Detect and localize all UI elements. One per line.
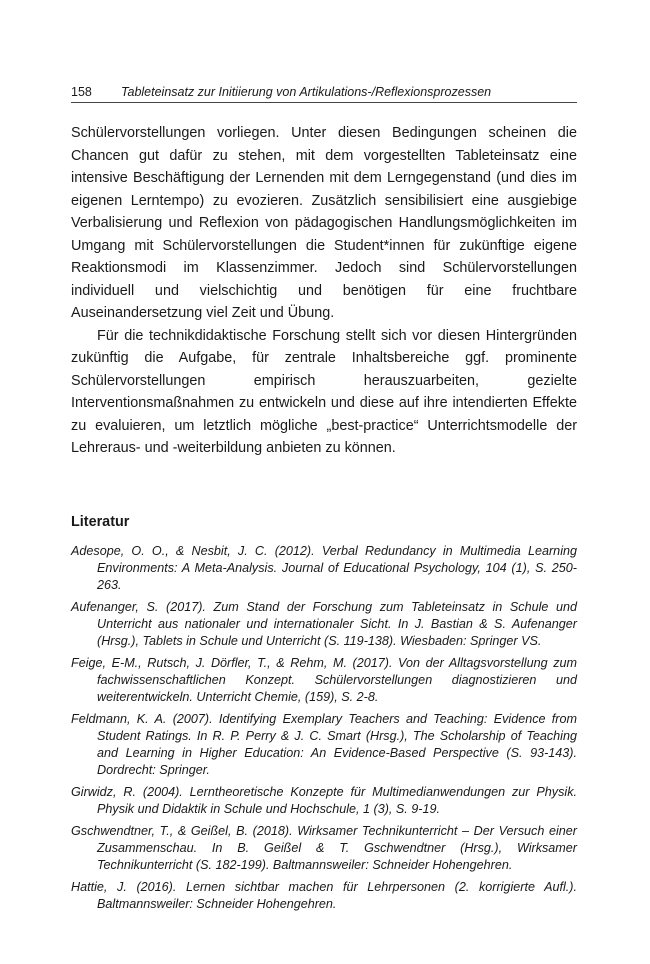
literature-heading: Literatur (71, 514, 130, 530)
running-title: Tableteinsatz zur Initiierung von Artikulations-/Reflexionsprozessen (121, 85, 492, 99)
main-text (71, 122, 577, 460)
book-page (71, 0, 577, 964)
reference-entry: Hattie, J. (2016). Lernen sichtbar machen für Lehrpersonen (2. korrigierte Aufl.). Baltmannsweiler: Schneider Hohengehren. (71, 880, 577, 911)
reference-entry: Feige, E-M., Rutsch, J. Dörfler, T., & Rehm, M. (2017). Von der Alltagsvorstellung zum fachwissenschaftlichen Konzept. Schülervorstellungen diagnostizieren und weiterentwickeln. Unterricht Chemie, (159), S. 2-8. (71, 656, 577, 704)
body-paragraph: Für die technikdidaktische Forschung stellt sich vor diesen Hintergründen zukünftig die Aufgabe, für zentrale Inhaltsbereiche ggf. prominente Schülervorstellungen empirisch herauszuarbeiten, gezielte Interventionsmaßnahmen zu entwickeln und diese auf ihre intendierten Effekte zu evaluieren, um letztlich mögliche „best-practice“ Unterrichtsmodelle der Lehreraus- und -weiterbildung anbieten zu können. (71, 327, 577, 456)
reference-entry: Aufenanger, S. (2017). Zum Stand der Forschung zum Tableteinsatz in Schule und Unterricht aus nationaler und internationaler Sicht. In J. Bastian & S. Aufenanger (Hrsg.), Tablets in Schule und Unterricht (S. 119-138). Wiesbaden: Springer VS. (71, 600, 577, 648)
running-header (71, 84, 577, 103)
reference-list (71, 543, 577, 918)
reference-entry: Girwidz, R. (2004). Lerntheoretische Konzepte für Multimedianwendungen zur Physik. Physik und Didaktik in Schule und Hochschule, 1 (3), S. 9-19. (71, 785, 577, 816)
body-paragraph: Schülervorstellungen vorliegen. Unter diesen Bedingungen scheinen die Chancen gut dafür zu stehen, mit dem vorgestellten Tableteinsatz eine intensive Beschäftigung der Lernenden mit dem Lerngegenstand (und dies im eigenen Lerntempo) zu evozieren. Zusätzlich sensibilisiert eine ausgiebige Verbalisierung und Reflexion von pädagogischen Handlungsmöglichkeiten im Umgang mit Schülervorstellungen die Student*innen für zukünftige eigene Reaktionsmodi im Klassenzimmer. Jedoch sind Schülervorstellungen individuell und vielschichtig und benötigen für eine fruchtbare Auseinandersetzung viel Zeit und Übung. (71, 125, 577, 321)
reference-entry: Feldmann, K. A. (2007). Identifying Exemplary Teachers and Teaching: Evidence from Student Ratings. In R. P. Perry & J. C. Smart (Hrsg.), The Scholarship of Teaching and Learning in Higher Education: An Evidence-Based Perspective (S. 93-143). Dordrecht: Springer. (71, 712, 577, 777)
reference-entry: Adesope, O. O., & Nesbit, J. C. (2012). Verbal Redundancy in Multimedia Learning Environments: A Meta-Analysis. Journal of Educational Psychology, 104 (1), S. 250-263. (71, 544, 577, 592)
reference-entry: Gschwendtner, T., & Geißel, B. (2018). Wirksamer Technikunterricht – Der Versuch einer Zusammenschau. In B. Geißel & T. Gschwendtner (Hrsg.), Wirksamer Technikunterricht (S. 182-199). Baltmannsweiler: Schneider Hohengehren. (71, 824, 577, 872)
page-number: 158 (71, 85, 92, 99)
